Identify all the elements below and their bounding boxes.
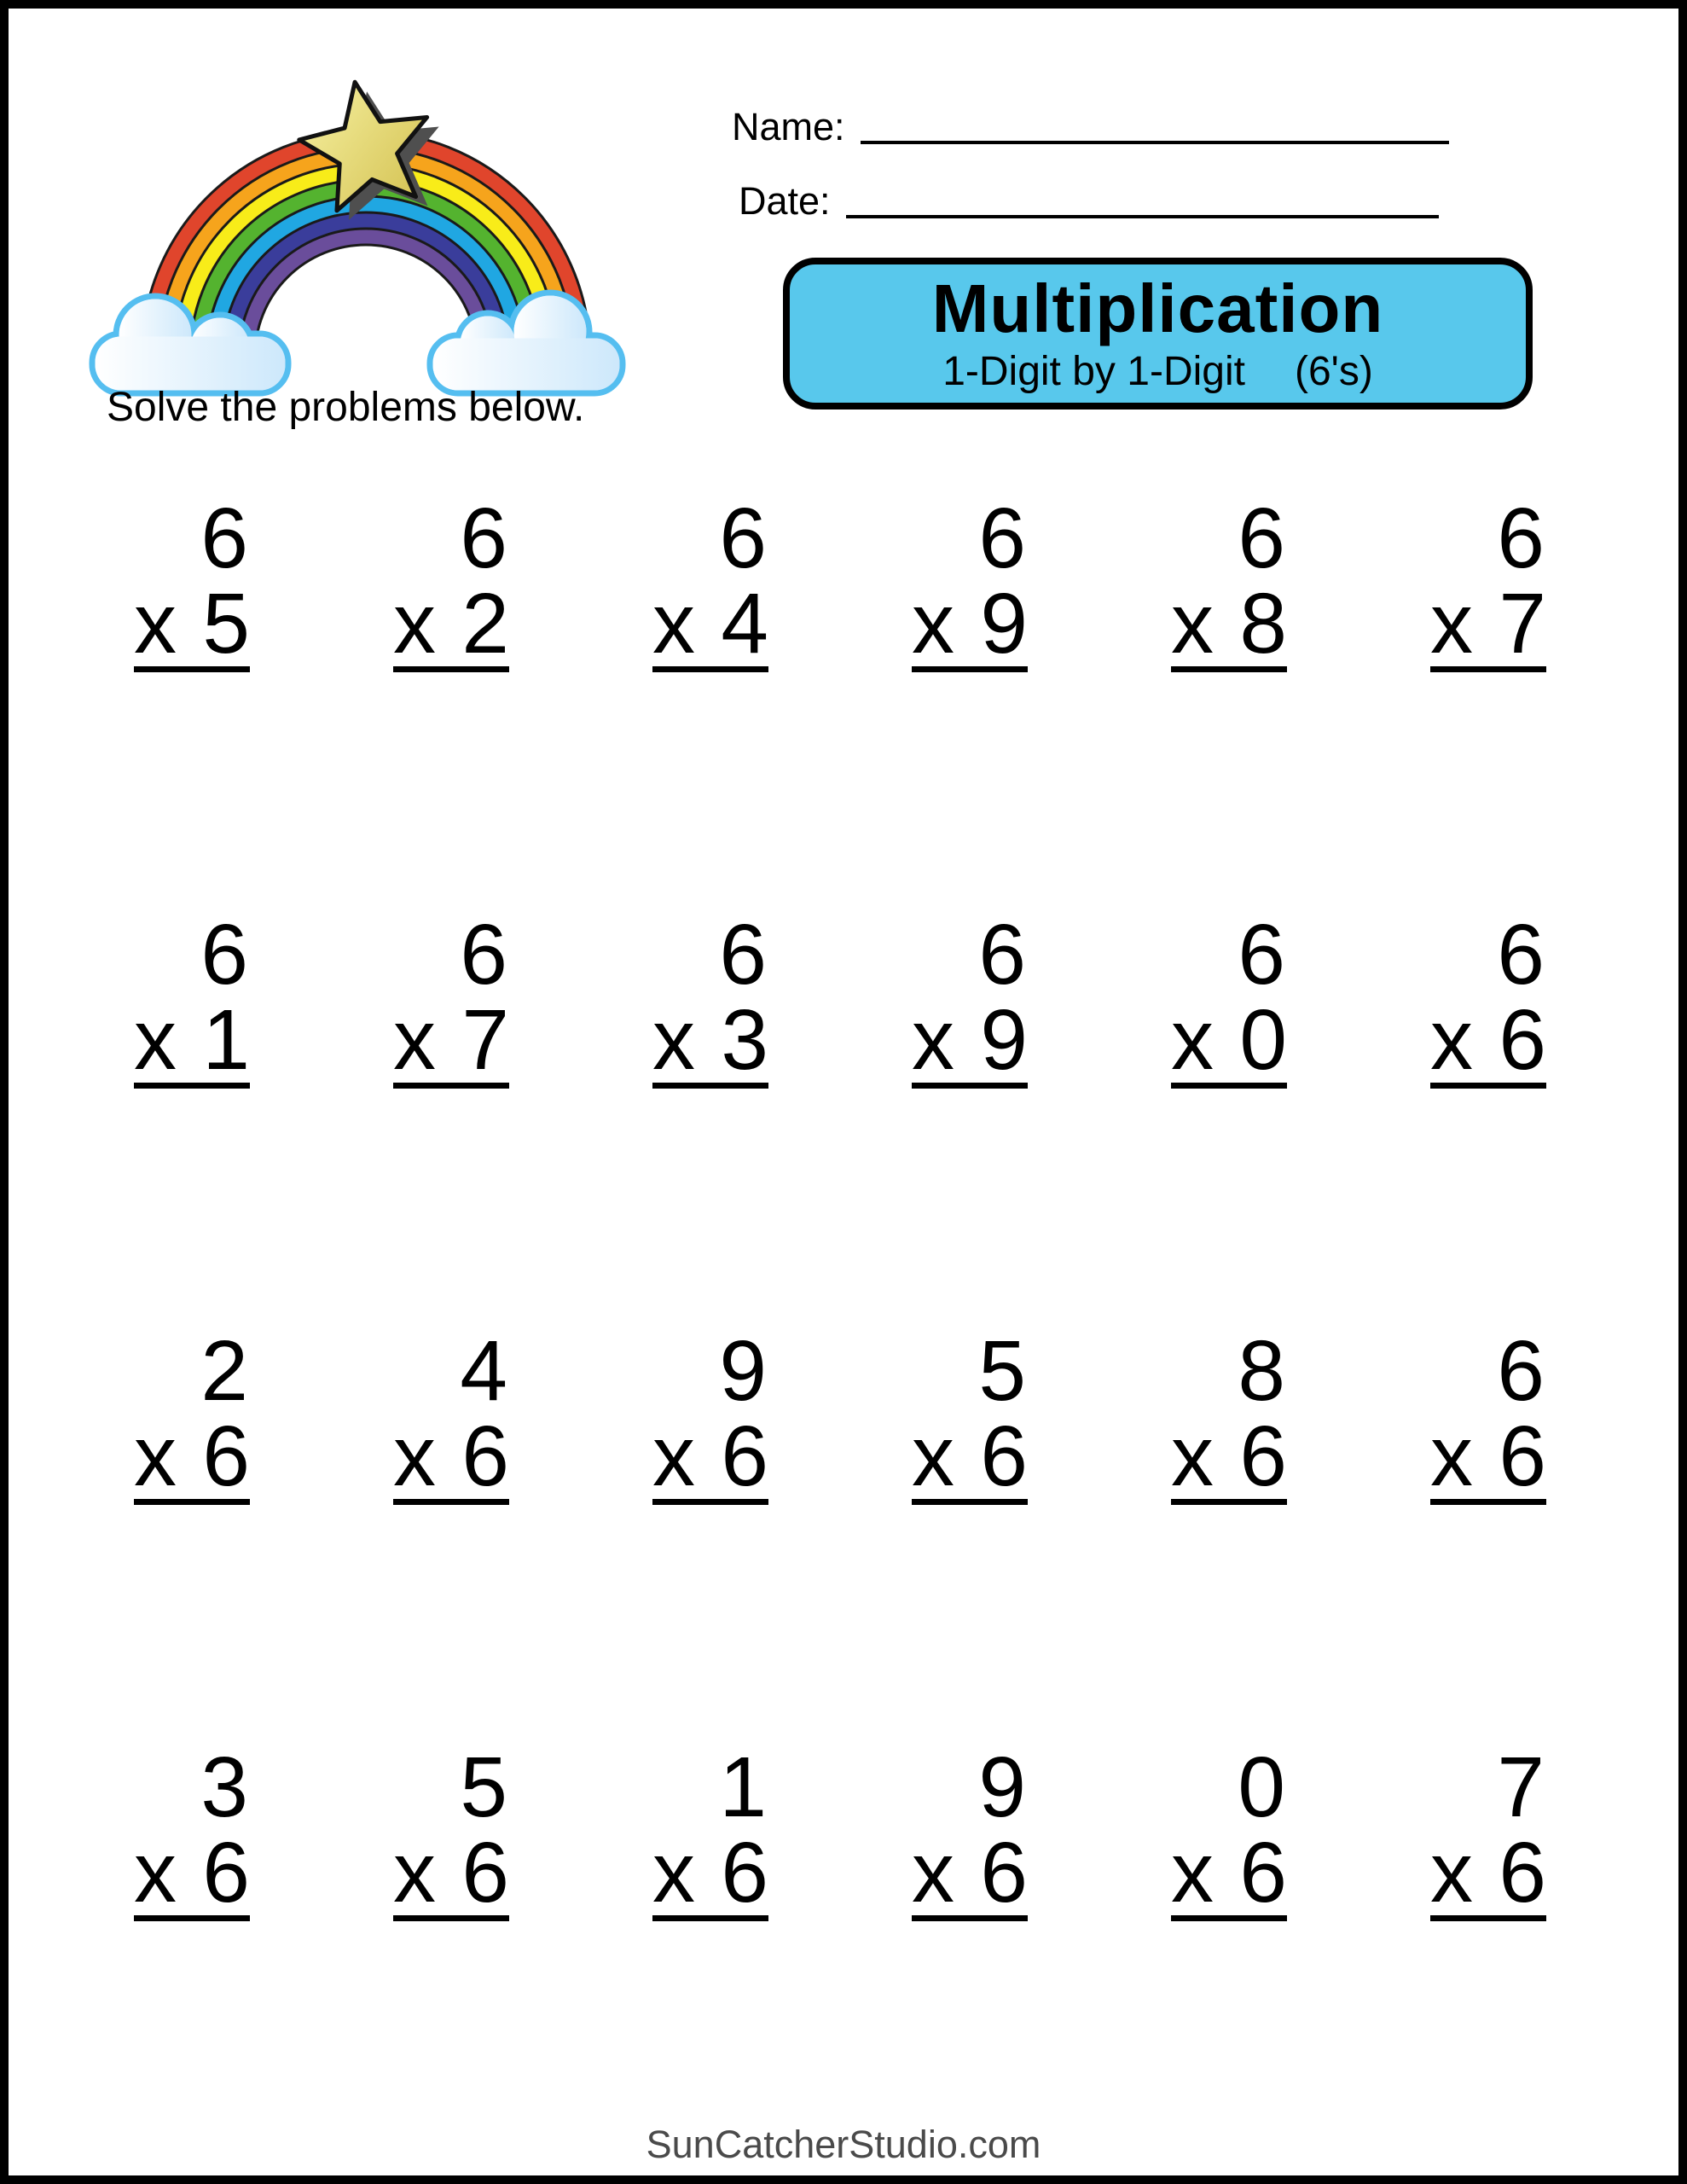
page-title: Multiplication (931, 270, 1384, 346)
multiply-sign: x (652, 1825, 695, 1920)
problem-2: 6 x 2 (393, 491, 509, 671)
problem-21: 1 x 6 (652, 1740, 768, 1920)
problem-22: 9 x 6 (912, 1740, 1028, 1920)
multiply-sign: x (134, 1409, 177, 1504)
problem-8: 6 x 7 (393, 907, 509, 1088)
problem-20: 5 x 6 (393, 1740, 509, 1920)
instruction-text: Solve the problems below. (107, 385, 585, 430)
problem-18: 6 x 6 (1430, 1323, 1546, 1504)
problems-grid (134, 491, 1687, 2161)
problem-9: 6 x 3 (652, 907, 768, 1088)
multiply-sign: x (393, 992, 436, 1088)
problem-6: 6 x 7 (1430, 491, 1546, 671)
multiply-sign: x (652, 576, 695, 671)
multiply-sign: x (1430, 992, 1473, 1088)
multiply-sign: x (134, 1825, 177, 1920)
rainbow-icon (68, 64, 631, 422)
multiply-sign: x (1430, 1825, 1473, 1920)
multiply-sign: x (1430, 1409, 1473, 1504)
date-field-row (739, 179, 1439, 223)
multiply-sign: x (1171, 1825, 1214, 1920)
problem-14: 4 x 6 (393, 1323, 509, 1504)
problem-24: 7 x 6 (1430, 1740, 1546, 1920)
problem-1: 6 x 5 (134, 491, 250, 671)
rainbow-svg (68, 64, 631, 422)
multiply-sign: x (393, 1825, 436, 1920)
name-field-row (732, 107, 1449, 146)
problem-13: 2 x 6 (134, 1323, 250, 1504)
multiply-sign: x (393, 576, 436, 671)
problem-5: 6 x 8 (1171, 491, 1287, 671)
title-box (783, 258, 1533, 410)
date-label: Date: (739, 179, 831, 223)
subtitle-badge: (6's) (1294, 349, 1373, 394)
multiply-sign: x (134, 992, 177, 1088)
name-input-line[interactable] (861, 141, 1449, 144)
problem-4: 6 x 9 (912, 491, 1028, 671)
multiply-sign: x (1171, 576, 1214, 671)
problem-7: 6 x 1 (134, 907, 250, 1088)
multiply-sign: x (1171, 992, 1214, 1088)
problem-17: 8 x 6 (1171, 1323, 1287, 1504)
multiply-sign: x (652, 1409, 695, 1504)
problem-15: 9 x 6 (652, 1323, 768, 1504)
problem-12: 6 x 6 (1430, 907, 1546, 1088)
problem-16: 5 x 6 (912, 1323, 1028, 1504)
date-input-line[interactable] (846, 215, 1439, 218)
website-credit: SunCatcherStudio.com (646, 2123, 1041, 2166)
multiply-sign: x (912, 992, 954, 1088)
problem-23: 0 x 6 (1171, 1740, 1287, 1920)
multiply-sign: x (134, 576, 177, 671)
multiply-sign: x (912, 1409, 954, 1504)
subtitle-text: 1-Digit by 1-Digit (942, 349, 1245, 394)
problem-19: 3 x 6 (134, 1740, 250, 1920)
multiply-sign: x (393, 1409, 436, 1504)
page-subtitle (942, 351, 1373, 392)
multiply-sign: x (1430, 576, 1473, 671)
multiply-sign: x (912, 1825, 954, 1920)
multiply-sign: x (652, 992, 695, 1088)
multiply-sign: x (912, 576, 954, 671)
problem-11: 6 x 0 (1171, 907, 1287, 1088)
name-label: Name: (732, 105, 845, 148)
problem-3: 6 x 4 (652, 491, 768, 671)
multiply-sign: x (1171, 1409, 1214, 1504)
problem-10: 6 x 9 (912, 907, 1028, 1088)
